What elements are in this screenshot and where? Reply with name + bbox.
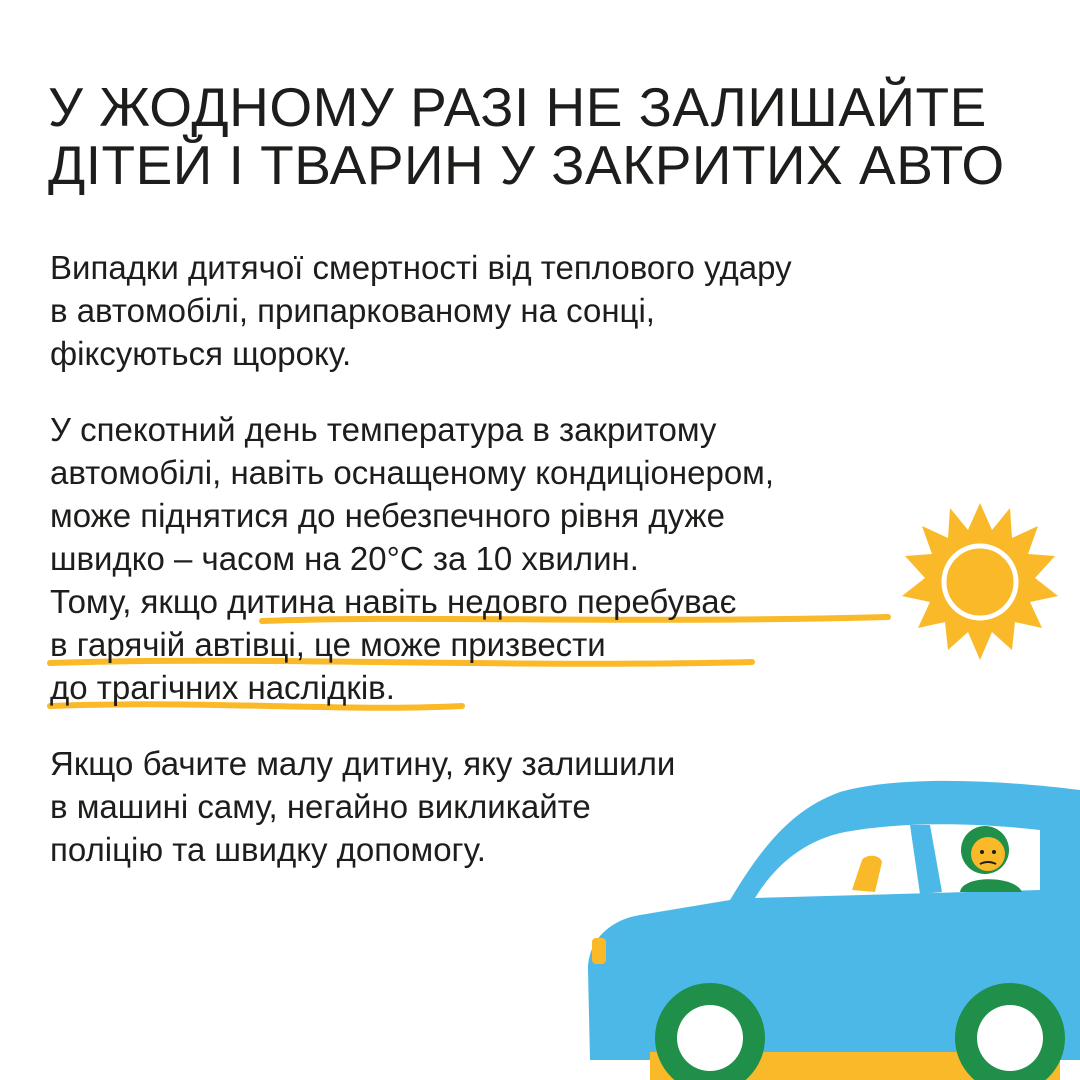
car-illustration xyxy=(570,770,1080,1080)
paragraph-line: швидко – часом на 20°С за 10 хвилин. xyxy=(50,540,639,577)
paragraph-line: може піднятися до небезпечного рівня дуже xyxy=(50,497,725,534)
paragraph-line: в машині саму, негайно викликайте xyxy=(50,788,591,825)
headline-line-2: ДІТЕЙ І ТВАРИН У ЗАКРИТИХ АВТО xyxy=(48,134,1005,196)
paragraph-line: Випадки дитячої смертності від теплового удару xyxy=(50,249,792,286)
paragraph-line: поліцію та швидку допомогу. xyxy=(50,831,486,868)
paragraph-text: Тому, якщо xyxy=(50,583,228,620)
emphasized-text: в гарячій автівці, це може призвести xyxy=(50,626,606,663)
car-headlight xyxy=(592,938,606,964)
headline-line-1: У ЖОДНОМУ РАЗІ НЕ ЗАЛИШАЙТЕ xyxy=(48,76,987,138)
paragraph-heatstroke-cases xyxy=(50,246,792,375)
paragraph-line-with-emphasis xyxy=(50,580,774,623)
paragraph-line: фіксуються щороку. xyxy=(50,335,352,372)
paragraph-line: У спекотний день температура в закритому xyxy=(50,411,717,448)
emphasized-text: дитина навіть недовго перебуває xyxy=(227,583,737,620)
sun-icon xyxy=(900,498,1060,668)
paragraph-line: автомобілі, навіть оснащеному кондиціонером, xyxy=(50,454,775,491)
paragraph-temperature-warning xyxy=(50,408,774,709)
headline xyxy=(48,78,1038,194)
paragraph-line: Якщо бачите малу дитину, яку залишили xyxy=(50,745,676,782)
paragraph-line: в автомобілі, припаркованому на сонці, xyxy=(50,292,655,329)
emphasized-text: до трагічних наслідків. xyxy=(50,669,395,706)
